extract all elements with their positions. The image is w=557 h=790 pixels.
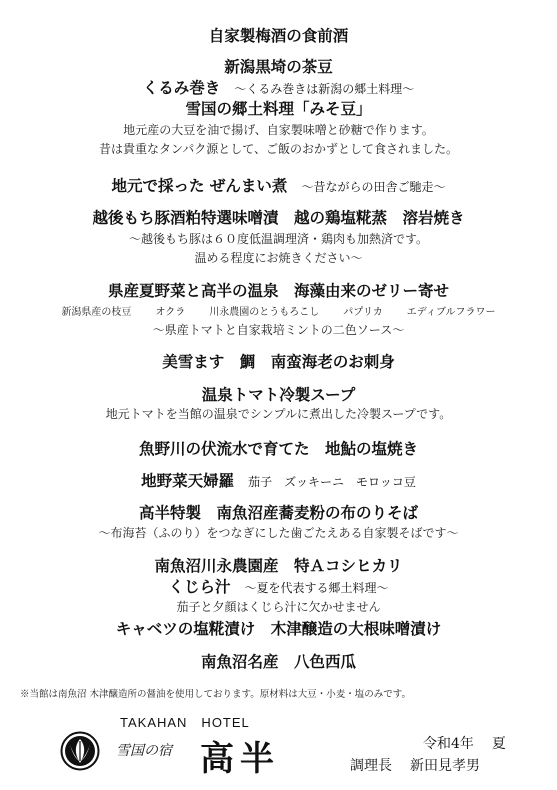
- dish-description: 地元産の大豆を油で揚げ、自家製味噌と砂糖で作ります。: [123, 123, 434, 137]
- menu-item-soba: 高半特製 南魚沼産蕎麦粉の布のりそば: [138, 504, 418, 522]
- vegetable-item: パプリカ: [343, 307, 383, 318]
- dish-description: ～県産トマトと自家栽培ミントの二色ソース～: [152, 323, 405, 337]
- menu-item-kujirajiru: [0, 575, 557, 597]
- dish-name: くるみ巻き: [142, 79, 221, 97]
- menu-item-misomame: 雪国の郷土料理「みそ豆」: [185, 100, 372, 118]
- dish-description: ～布海苔（ふのり）をつなぎにした歯ごたえある自家製そばです～: [98, 526, 459, 540]
- menu-item-chamame: 新潟黒埼の茶豆: [224, 58, 333, 76]
- menu-item-ayu: 魚野川の伏流水で育てた 地鮎の塩焼き: [138, 440, 418, 458]
- dish-description: 地元トマトを当館の温泉でシンプルに煮出した冷製スープです。: [105, 407, 452, 421]
- dish-description: 茄子と夕顔はくじら汁に欠かせません: [176, 600, 381, 614]
- dish-description: 昔は貴重なタンパク源として、ご飯のおかずとして食されました。: [99, 142, 458, 156]
- family-crest-icon: [60, 731, 100, 771]
- dish-caption: ～夏を代表する郷土料理～: [244, 581, 389, 595]
- footer-note: ※当館は南魚沼 木津醸造所の醤油を使用しております。原材料は大豆・小麦・塩のみです。: [20, 689, 412, 700]
- dish-name: 地野菜天婦羅: [141, 472, 235, 490]
- menu-item-sashimi: 美雪ます 鯛 南蛮海老のお刺身: [162, 353, 395, 371]
- hotel-script-name: 雪国の宿: [116, 743, 172, 759]
- dish-description: 温める程度にお焼きください～: [194, 251, 363, 265]
- menu-item-pickles: キャベツの塩糀漬け 木津醸造の大根味噌漬け: [115, 620, 442, 638]
- dish-name: 地元で採った ぜんまい煮: [111, 177, 288, 195]
- dish-description: ～越後もち豚は６０度低温調理済・鶏肉も加熱済です。: [128, 232, 429, 246]
- vegetable-item: エディブルフラワー: [406, 307, 496, 318]
- vegetable-item: 川永農園のとうもろこし: [209, 307, 320, 318]
- menu-item-jelly: 県産夏野菜と高半の温泉 海藻由来のゼリー寄せ: [107, 282, 449, 300]
- menu-title: 自家製梅酒の食前酒: [208, 27, 349, 45]
- season-label: [423, 733, 506, 753]
- menu-item-kurumimaki: [0, 76, 557, 98]
- vegetable-list: [0, 303, 557, 318]
- menu-item-watermelon: 南魚沼名産 八色西瓜: [200, 653, 356, 671]
- dish-caption: ～くるみ巻きは新潟の郷土料理～: [234, 82, 415, 96]
- vegetable-item: 新潟県産の枝豆: [61, 307, 132, 318]
- menu-item-lava-grill: 越後もち豚酒粕特選味噌漬 越の鶏塩糀蒸 溶岩焼き: [92, 209, 465, 227]
- menu-item-koshihikari: 南魚沼川永農園産 特Ａコシヒカリ: [154, 557, 403, 575]
- hotel-name-english: TAKAHAN HOTEL: [120, 715, 250, 730]
- season-name: 夏: [491, 736, 506, 752]
- menu-item-zenmai: [0, 174, 557, 196]
- chef-name: 新田見孝男: [410, 758, 480, 774]
- hotel-logo: 高半: [200, 739, 280, 779]
- chef-title: 調理長: [350, 758, 392, 774]
- dish-name: くじら汁: [168, 578, 231, 596]
- season-era: 令和4年: [423, 736, 474, 752]
- chef-credit: [350, 755, 480, 775]
- menu-item-tomato-soup: 温泉トマト冷製スープ: [201, 386, 356, 404]
- dish-caption: 茄子 ズッキーニ モロッコ豆: [248, 475, 416, 489]
- menu-item-tempura: [0, 469, 557, 491]
- vegetable-item: オクラ: [155, 307, 186, 318]
- dish-caption: ～昔ながらの田舎ご馳走～: [301, 180, 446, 194]
